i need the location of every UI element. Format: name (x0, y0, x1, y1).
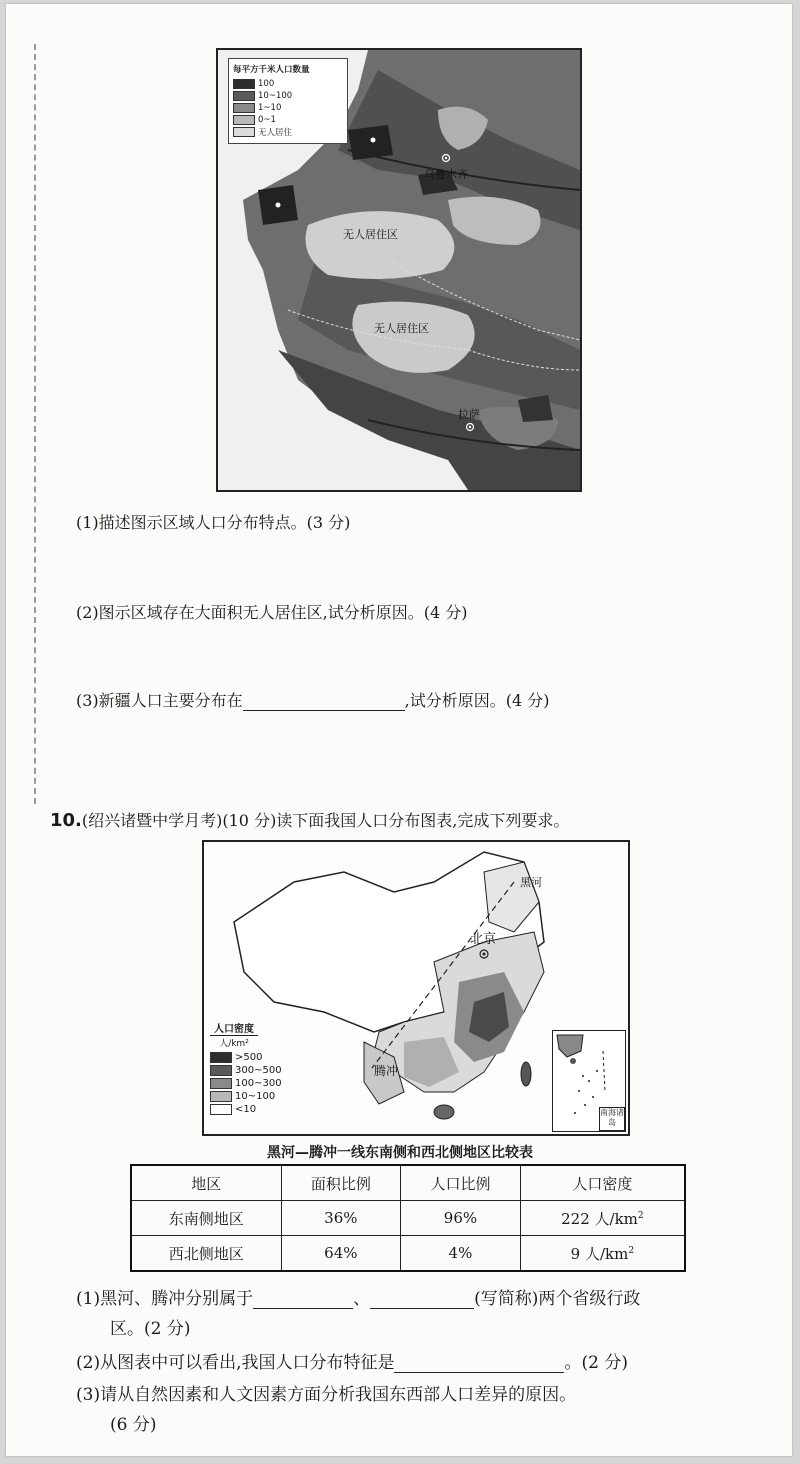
q10-part2-tail: 。(2 分) (564, 1353, 628, 1373)
q10-intro (50, 808, 569, 831)
table-cell-pop: 4% (401, 1236, 521, 1272)
legend-swatch (233, 79, 255, 89)
map2-legend-row (210, 1090, 282, 1103)
table-cell-area: 36% (281, 1201, 401, 1236)
q10-part2-lead: (2)从图表中可以看出,我国人口分布特征是 (76, 1353, 395, 1373)
q9-part1: (1)描述图示区域人口分布特点。(3 分) (76, 513, 351, 532)
map1-label-urumqi: 乌鲁木齐 (424, 168, 468, 181)
map1-legend-label: 0~1 (258, 115, 276, 125)
map2-label-tengchong: 腾冲 (374, 1064, 399, 1078)
map2-legend-row (210, 1064, 282, 1077)
legend-swatch (210, 1078, 232, 1089)
legend-swatch (210, 1052, 232, 1063)
table-header-row (131, 1165, 685, 1201)
map2-legend-row (210, 1103, 282, 1116)
density-value: 222 人/km (561, 1209, 638, 1228)
legend-swatch (233, 103, 255, 113)
q10-intro-text: (绍兴诸暨中学月考)(10 分)读下面我国人口分布图表,完成下列要求。 (81, 811, 570, 830)
table-header: 面积比例 (281, 1165, 401, 1201)
density-sup: 2 (637, 1210, 644, 1221)
q10-number: 10. (50, 810, 82, 831)
map2-label-heihe: 黑河 (520, 876, 542, 889)
table-row (131, 1201, 685, 1236)
legend-swatch (233, 127, 255, 137)
table-cell-density (520, 1236, 685, 1272)
q10-part1-blank1[interactable] (253, 1290, 353, 1309)
map2-legend (210, 1020, 282, 1116)
map2-legend-row (210, 1077, 282, 1090)
table-header: 人口比例 (401, 1165, 521, 1201)
table-header: 地区 (131, 1165, 281, 1201)
map1-legend-row (233, 90, 343, 102)
q10-part2-blank[interactable] (394, 1354, 564, 1373)
map1-legend (228, 58, 348, 144)
map1-legend-row (233, 114, 343, 126)
map1-label-zone1: 无人居住区 (343, 228, 398, 241)
map2-legend-unit: 人/km² (210, 1035, 258, 1049)
legend-swatch (233, 115, 255, 125)
map-china-population-density (202, 840, 630, 1136)
density-sup: 2 (628, 1245, 635, 1256)
q9-part2: (2)图示区域存在大面积无人居住区,试分析原因。(4 分) (76, 603, 468, 622)
q9-part3-tail: ,试分析原因。(4 分) (404, 691, 550, 710)
map1-legend-row (233, 126, 343, 138)
table-cell-density (520, 1201, 685, 1236)
map2-legend-label: 300~500 (235, 1065, 282, 1076)
map2-legend-label: <10 (235, 1104, 257, 1115)
map2-legend-row (210, 1051, 282, 1064)
q9-part3-blank[interactable] (243, 692, 405, 711)
q10-part1-lead: (1)黑河、腾冲分别属于 (76, 1289, 254, 1309)
table-header: 人口密度 (520, 1165, 685, 1201)
density-value: 9 人/km (570, 1244, 629, 1263)
q9-part3-lead: (3)新疆人口主要分布在 (76, 691, 243, 710)
map1-legend-label: 10~100 (258, 91, 293, 101)
map1-label-lhasa: 拉萨 (458, 408, 480, 421)
q10-part1 (76, 1284, 640, 1309)
map2-legend-label: >500 (235, 1052, 263, 1063)
map1-legend-row (233, 102, 343, 114)
legend-swatch (210, 1104, 232, 1115)
binding-margin-line (34, 44, 36, 804)
table-cell-region: 东南侧地区 (131, 1201, 281, 1236)
map2-label-beijing: 北京 (470, 932, 497, 947)
q10-part2 (76, 1348, 628, 1373)
map2-legend-title: 人口密度 (214, 1024, 254, 1035)
table-cell-region: 西北侧地区 (131, 1236, 281, 1272)
q9-part3 (76, 688, 550, 711)
map1-legend-label: 1~10 (258, 103, 282, 113)
inset-label: 南海诸岛 (599, 1107, 625, 1131)
q10-part3-score: (6 分) (110, 1415, 157, 1435)
exam-page (6, 4, 792, 1456)
legend-swatch (233, 91, 255, 101)
q10-part1-sep: 、 (353, 1289, 371, 1309)
map1-label-zone2: 无人居住区 (374, 322, 429, 335)
map1-legend-title: 每平方千米人口数量 (233, 65, 310, 75)
table-cell-area: 64% (281, 1236, 401, 1272)
q10-part1-tail: (写简称)两个省级行政 (474, 1289, 641, 1309)
map2-legend-label: 100~300 (235, 1078, 282, 1089)
table-row (131, 1236, 685, 1272)
table-caption: 黑河—腾冲一线东南侧和西北侧地区比较表 (267, 1145, 533, 1161)
map2-legend-label: 10~100 (235, 1091, 276, 1102)
map1-legend-label: 无人居住 (258, 128, 293, 138)
table-cell-pop: 96% (401, 1201, 521, 1236)
south-china-sea-inset (552, 1030, 626, 1132)
map1-legend-label: 100 (258, 79, 275, 89)
map-population-density-west (216, 48, 582, 492)
q10-part3: (3)请从自然因素和人文因素方面分析我国东西部人口差异的原因。 (76, 1385, 577, 1405)
q10-part1-cont: 区。(2 分) (110, 1319, 191, 1339)
comparison-table (130, 1164, 686, 1272)
map1-legend-row (233, 78, 343, 90)
legend-swatch (210, 1091, 232, 1102)
legend-swatch (210, 1065, 232, 1076)
q10-part1-blank2[interactable] (370, 1290, 474, 1309)
